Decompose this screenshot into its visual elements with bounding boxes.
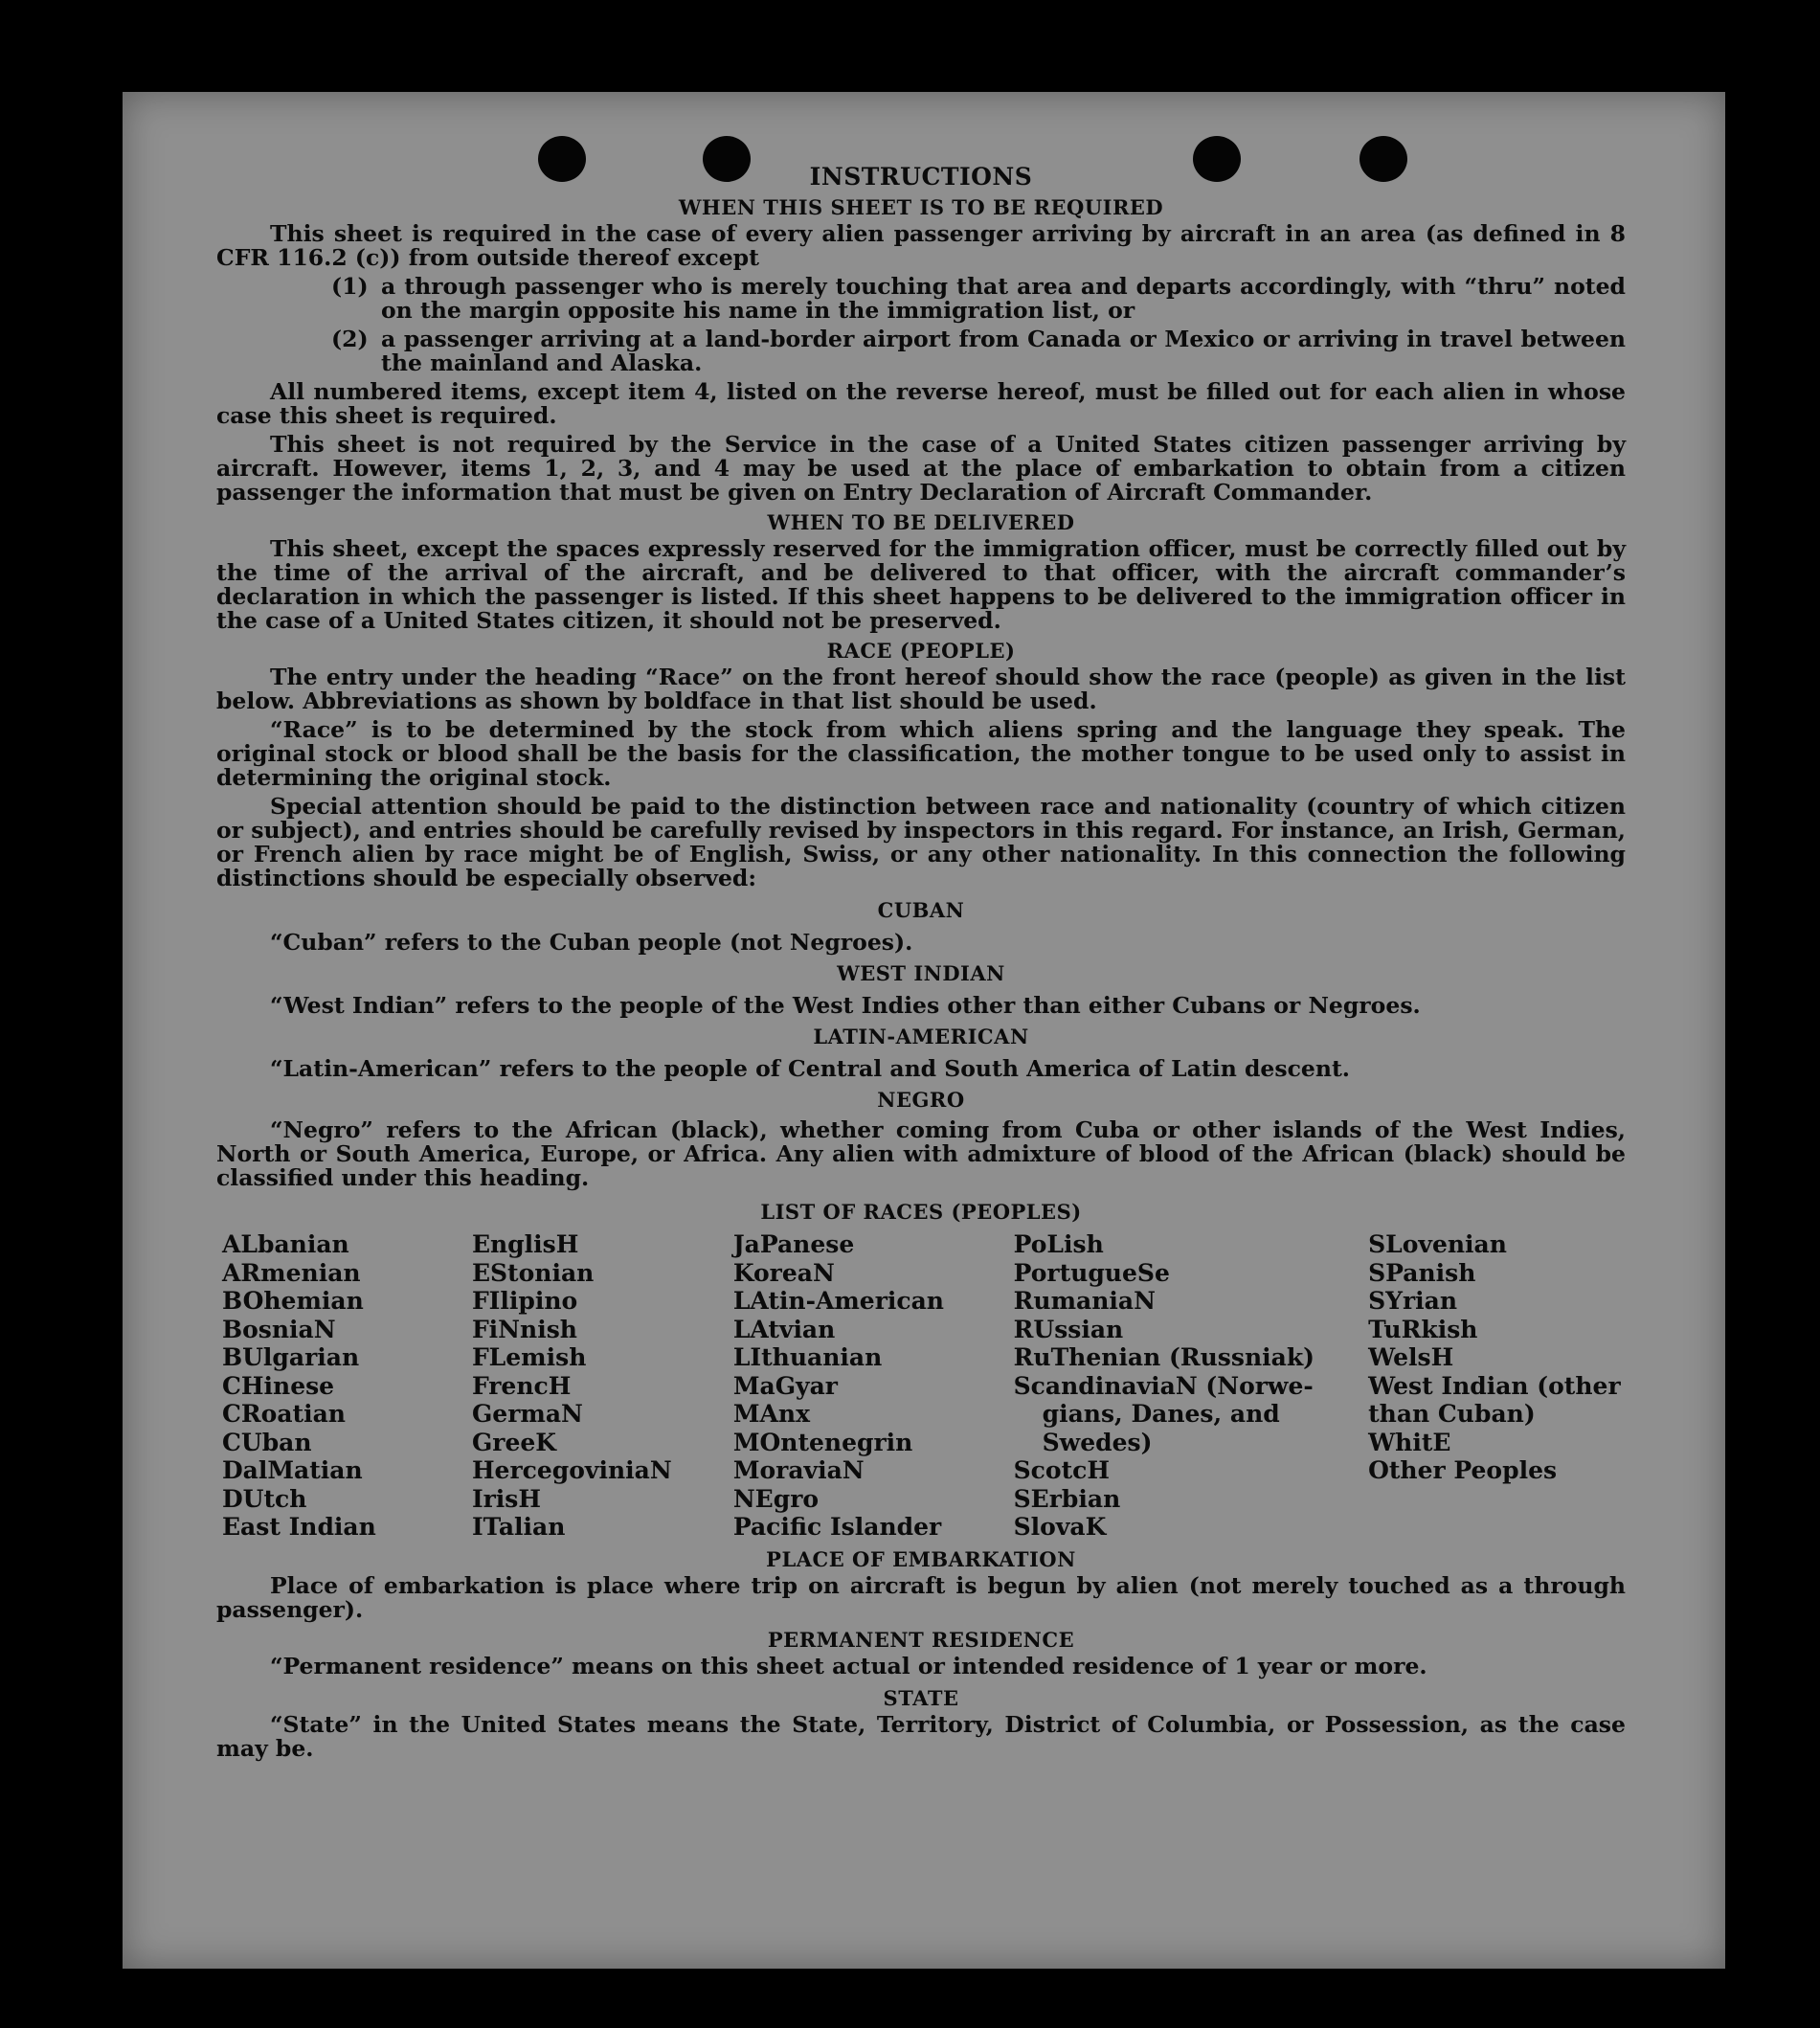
- heading-list-of-races: LIST OF RACES (PEOPLES): [760, 1200, 1082, 1224]
- heading-west-indian: WEST INDIAN: [837, 961, 1005, 985]
- race-entry: Swedes): [1042, 1428, 1153, 1456]
- residence-text: “Permanent residence” means on this sheet actual or intended residence of 1 year or more.: [270, 1652, 1427, 1679]
- race-entry: JaPanese: [732, 1230, 855, 1258]
- heading-delivered: WHEN TO BE DELIVERED: [767, 510, 1075, 534]
- race-entry: NEgro: [732, 1484, 820, 1513]
- race-entry: DUtch: [222, 1484, 307, 1513]
- race-entry: EStonian: [471, 1258, 595, 1287]
- race-entry: ALbanian: [222, 1230, 349, 1258]
- race-entry: LAtvian: [732, 1315, 836, 1343]
- race-entry: DalMatian: [222, 1456, 363, 1484]
- race-entry: MAnx: [732, 1400, 810, 1428]
- heading-residence: PERMANENT RESIDENCE: [767, 1627, 1075, 1652]
- race-entry: CRoatian: [222, 1400, 346, 1428]
- race-entry: RUssian: [1013, 1315, 1124, 1343]
- race-entry: PortugueSe: [1013, 1258, 1170, 1287]
- heading-required: WHEN THIS SHEET IS TO BE REQUIRED: [678, 195, 1164, 219]
- race-entry: HercegoviniaN: [471, 1456, 672, 1484]
- cuban-definition: “Cuban” refers to the Cuban people (not Negroes).: [270, 929, 913, 956]
- races-column-1: [216, 1230, 472, 1542]
- race-entry: ScandinaviaN (Norwe-: [1013, 1371, 1314, 1400]
- races-column-5: [1368, 1230, 1626, 1542]
- race-entry: gians, Danes, and: [1042, 1400, 1280, 1428]
- item-number: (1): [331, 273, 369, 300]
- race-entry: Pacific Islander: [732, 1513, 942, 1541]
- delivered-text: This sheet, except the spaces expressly reserved for the immigration officer, must be correctly filled out by the time of the arrival of the aircraft, and be delivered to that officer, with the aircraft commander’s declaration in which the passenger is listed. If this sheet happens to be delivered to the immigration officer in the case of a United States citizen, it should not be preserved.: [216, 535, 1626, 634]
- race-entry: RuThenian (Russniak): [1013, 1343, 1314, 1371]
- required-para-2: All numbered items, except item 4, listed on the reverse hereof, must be filled out for each alien in whose case this sheet is required.: [216, 378, 1626, 429]
- heading-latin-american: LATIN-AMERICAN: [813, 1025, 1029, 1048]
- race-entry: SLovenian: [1368, 1230, 1507, 1258]
- race-entry: GreeK: [471, 1428, 556, 1456]
- race-entry: KoreaN: [732, 1258, 835, 1287]
- page-title: INSTRUCTIONS: [809, 163, 1033, 191]
- race-entry: than Cuban): [1368, 1400, 1536, 1428]
- race-entry: MoraviaN: [732, 1456, 865, 1484]
- race-entry: CHinese: [222, 1371, 335, 1400]
- race-entry: SYrian: [1368, 1287, 1458, 1315]
- race-entry: GermaN: [471, 1400, 583, 1428]
- race-entry: BosniaN: [222, 1315, 336, 1343]
- state-text: “State” in the United States means the State, Territory, District of Columbia, or Possession, as the case may be.: [216, 1710, 1626, 1762]
- race-entry: FIlipino: [471, 1287, 578, 1315]
- race-entry: SlovaK: [1013, 1513, 1107, 1541]
- required-intro: This sheet is required in the case of every alien passenger arriving by aircraft in an area (as defined in 8 CFR 116.2 (c)) from outside thereof except: [216, 220, 1626, 271]
- race-entry: BOhemian: [222, 1287, 364, 1315]
- item-text: a through passenger who is merely touching that area and departs accordingly, with “thru” noted on the margin opposite his name in the immigration list, or: [381, 273, 1626, 324]
- race-entry: LAtin-American: [732, 1287, 944, 1315]
- race-entry: ITalian: [471, 1513, 566, 1541]
- race-entry: BUlgarian: [222, 1343, 360, 1371]
- race-entry: CUban: [222, 1428, 312, 1456]
- instructions-content: [216, 161, 1626, 1761]
- latin-american-definition: “Latin-American” refers to the people of Central and South America of Latin descent.: [270, 1055, 1350, 1082]
- race-para-3: Special attention should be paid to the distinction between race and nationality (country of which citizen or subject), and entries should be carefully revised by inspectors in this regard. For instance, an Irish, German, or French alien by race might be of English, Swiss, or any other nationality. In this connection the following distinctions should be especially observed:: [216, 793, 1626, 891]
- race-entry: East Indian: [222, 1513, 376, 1541]
- race-para-1: The entry under the heading “Race” on the front hereof should show the race (people) as given in the list below. Abbreviations as shown by boldface in that list should be used.: [216, 664, 1626, 714]
- race-entry: MaGyar: [732, 1371, 838, 1400]
- heading-negro: NEGRO: [877, 1088, 965, 1112]
- heading-race: RACE (PEOPLE): [826, 639, 1016, 663]
- race-entry: RumaniaN: [1013, 1287, 1156, 1315]
- race-entry: ScotcH: [1013, 1456, 1110, 1484]
- race-entry: FrencH: [471, 1371, 572, 1400]
- races-column-3: [733, 1230, 1014, 1542]
- embarkation-text: Place of embarkation is place where trip on aircraft is begun by alien (not merely touched as a through passenger).: [216, 1571, 1626, 1623]
- race-entry: LIthuanian: [732, 1343, 883, 1371]
- item-number: (2): [331, 326, 369, 352]
- heading-cuban: CUBAN: [877, 898, 965, 922]
- race-entry: PoLish: [1013, 1230, 1104, 1258]
- race-entry: EnglisH: [471, 1230, 579, 1258]
- races-column-4: [1014, 1230, 1368, 1542]
- exception-item-1: [331, 275, 1626, 323]
- race-entry: FLemish: [471, 1343, 587, 1371]
- race-entry: ARmenian: [222, 1258, 361, 1287]
- heading-state: STATE: [883, 1685, 959, 1710]
- race-entry: WhitE: [1368, 1428, 1451, 1456]
- race-entry: SPanish: [1368, 1258, 1476, 1287]
- race-entry: MOntenegrin: [732, 1428, 913, 1456]
- west-indian-definition: “West Indian” refers to the people of the West Indies other than either Cubans or Negroes.: [270, 992, 1421, 1019]
- negro-definition: “Negro” refers to the African (black), whether coming from Cuba or other islands of the West Indies, North or South America, Europe, or Africa. Any alien with admixture of blood of the African (black) should be classified under this heading.: [216, 1116, 1626, 1191]
- race-entry: FiNnish: [471, 1315, 577, 1343]
- heading-embarkation: PLACE OF EMBARKATION: [766, 1546, 1076, 1571]
- race-entry: West Indian (other: [1368, 1371, 1621, 1400]
- exception-item-2: [331, 327, 1626, 375]
- race-entry: TuRkish: [1368, 1315, 1478, 1343]
- race-para-2: “Race” is to be determined by the stock from which aliens spring and the language they speak. The original stock or blood shall be the basis for the classification, the mother tongue to be used only to assist in determining the original stock.: [216, 716, 1626, 791]
- race-entry: Other Peoples: [1368, 1456, 1558, 1484]
- race-entry: IrisH: [471, 1484, 541, 1513]
- races-column-2: [472, 1230, 733, 1542]
- item-text: a passenger arriving at a land-border airport from Canada or Mexico or arriving in travel between the mainland and Alaska.: [381, 326, 1626, 376]
- race-entry: WelsH: [1368, 1343, 1454, 1371]
- races-list: [216, 1230, 1626, 1542]
- document-page: [123, 92, 1725, 1969]
- required-para-3: This sheet is not required by the Service in the case of a United States citizen passenger arriving by aircraft. However, items 1, 2, 3, and 4 may be used at the place of embarkation to obtain from a citizen passenger the information that must be given on Entry Declaration of Aircraft Commander.: [216, 431, 1626, 506]
- race-entry: SErbian: [1013, 1484, 1121, 1513]
